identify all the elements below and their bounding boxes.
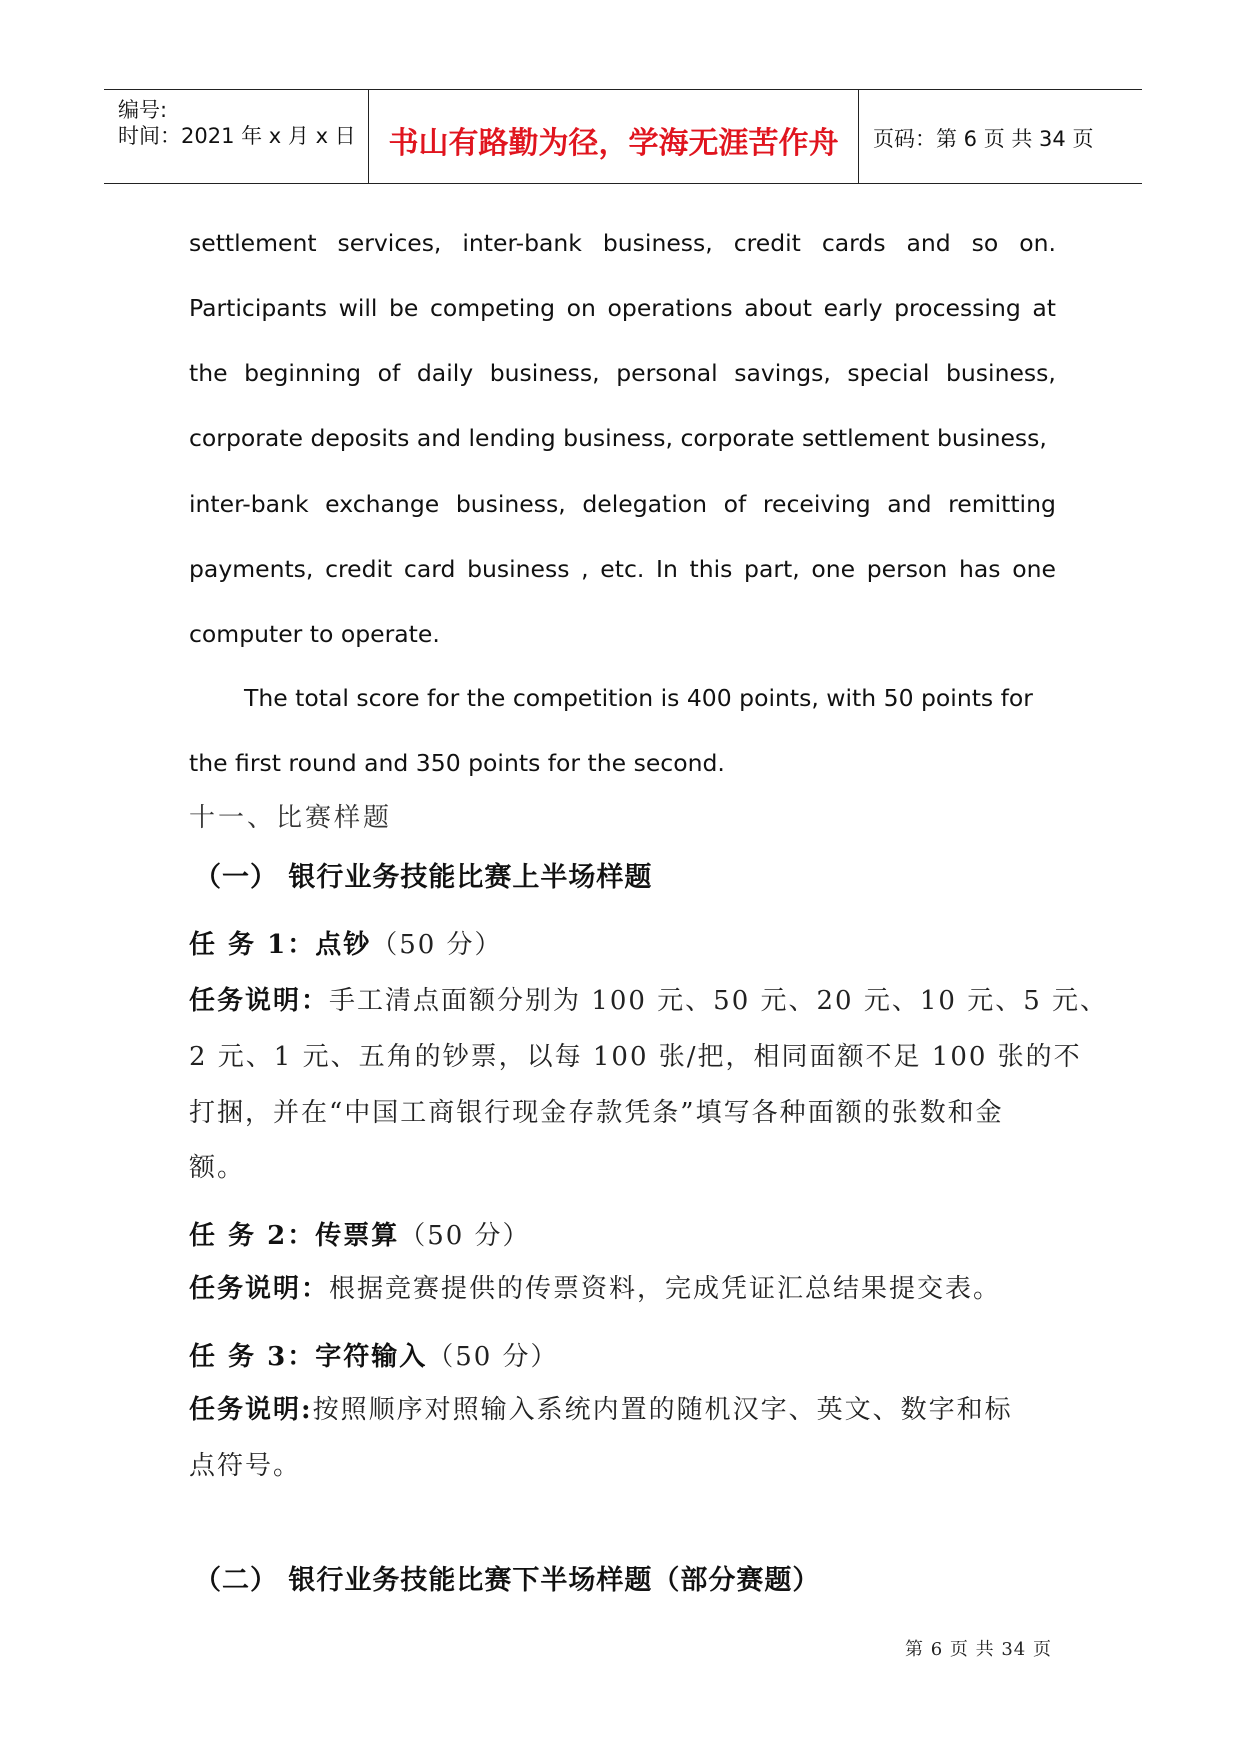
part-1-heading: （一） 银行业务技能比赛上半场样题 — [194, 862, 653, 893]
english-word: daily — [416, 359, 474, 387]
english-word: and — [906, 229, 951, 257]
english-word: business, — [489, 359, 600, 387]
english-word: on — [566, 294, 596, 322]
english-word: of — [723, 490, 747, 518]
english-word: services, — [337, 229, 442, 257]
task-1-title: 任 务 1：点钞 — [189, 930, 372, 960]
english-word: business — [467, 555, 570, 583]
english-word: exchange — [325, 490, 440, 518]
section-title: 十一、比赛样题 — [189, 803, 393, 833]
english-word: credit — [733, 229, 801, 257]
task-3-description-line-2: 点符号。 — [189, 1451, 302, 1481]
task-3-title: 任 务 3：字符输入 — [189, 1342, 428, 1372]
header-motto-cell — [368, 90, 859, 183]
english-word: card — [403, 555, 456, 583]
english-word: so — [971, 229, 999, 257]
task-1-score: （50 分） — [371, 930, 503, 960]
english-word: etc. — [600, 555, 645, 583]
english-word: beginning — [244, 359, 362, 387]
header-motto: 书山有路勤为径，学海无涯苦作舟 — [388, 126, 839, 161]
header-page-cell — [859, 90, 1142, 183]
english-word: In — [656, 555, 678, 583]
task-1-description-label: 任务说明： — [189, 986, 330, 1016]
english-word: part, — [744, 555, 800, 583]
english-word: payments, — [189, 555, 314, 583]
english-word: about — [744, 294, 812, 322]
english-word: personal — [616, 359, 718, 387]
task-1-description-line-4: 额。 — [189, 1153, 246, 1183]
english-word: delegation — [582, 490, 708, 518]
english-word: inter-bank — [462, 229, 582, 257]
english-word: savings, — [734, 359, 831, 387]
english-word: one — [1012, 555, 1056, 583]
part-2-heading: （二） 银行业务技能比赛下半场样题（部分赛题） — [194, 1565, 821, 1596]
task-2-description-line-1: 任务说明：根据竞赛提供的传票资料，完成凭证汇总结果提交表。 — [189, 1274, 1002, 1304]
english-word: has — [958, 555, 1001, 583]
english-paragraph-2-line-2: the first round and 350 points for the second. — [189, 749, 725, 777]
document-header — [104, 89, 1142, 184]
english-word: of — [377, 359, 401, 387]
english-line — [189, 228, 1056, 258]
english-word: inter-bank — [189, 490, 309, 518]
task-2-description-label: 任务说明： — [189, 1274, 330, 1304]
english-word: settlement — [189, 229, 317, 257]
english-word: business, — [945, 359, 1056, 387]
header-meta-cell — [104, 90, 368, 183]
english-word: operations — [607, 294, 733, 322]
english-line — [189, 554, 1056, 584]
english-paragraph-2-line-1: The total score for the competition is 400 points, with 50 points for — [244, 684, 1033, 712]
english-word: Participants — [189, 294, 328, 322]
english-word: the — [189, 359, 228, 387]
english-word: processing — [894, 294, 1021, 322]
english-word: be — [389, 294, 419, 322]
english-word: business, — [602, 229, 713, 257]
english-word: competing — [429, 294, 556, 322]
english-word: one — [811, 555, 856, 583]
english-word: person — [866, 555, 948, 583]
english-word: computer to operate. — [189, 620, 440, 648]
english-word: on. — [1019, 229, 1056, 257]
english-word: receiving — [762, 490, 871, 518]
english-line — [189, 489, 1056, 519]
english-line — [189, 293, 1056, 323]
english-word: at — [1032, 294, 1056, 322]
english-word: cards — [821, 229, 886, 257]
task-3-score: （50 分） — [427, 1342, 559, 1372]
document-number-label: 编号: — [118, 98, 168, 122]
footer-page-number: 第 6 页 共 34 页 — [905, 1639, 1052, 1660]
task-2-title: 任 务 2：传票算 — [189, 1221, 400, 1251]
english-word: early — [823, 294, 883, 322]
task-1-header — [189, 924, 503, 961]
task-1-description-line-3: 打捆，并在“中国工商银行现金存款凭条”填写各种面额的张数和金 — [189, 1098, 1004, 1128]
document-time-label: 时间：2021 年 x 月 x 日 — [118, 124, 356, 148]
task-3-header — [189, 1336, 559, 1373]
english-line — [189, 619, 1056, 649]
task-3-description-line-1: 任务说明:按照顺序对照输入系统内置的随机汉字、英文、数字和标 — [189, 1395, 1013, 1425]
task-1-description-line-2: 2 元、1 元、五角的钞票，以每 100 张/把，相同面额不足 100 张的不 — [189, 1042, 1082, 1072]
english-word: remitting — [948, 490, 1056, 518]
task-1-description-line-1: 任务说明：手工清点面额分别为 100 元、50 元、20 元、10 元、5 元、 — [189, 986, 1109, 1016]
task-3-description-label: 任务说明: — [189, 1395, 313, 1425]
english-word: , — [581, 555, 589, 583]
english-word: special — [847, 359, 930, 387]
header-page-number: 页码：第 6 页 共 34 页 — [873, 127, 1094, 151]
english-line — [189, 358, 1056, 388]
english-word: and — [887, 490, 932, 518]
english-word: business, — [455, 490, 566, 518]
english-line — [189, 423, 1056, 453]
english-word: credit — [325, 555, 393, 583]
english-word: this — [689, 555, 733, 583]
english-word: corporate deposits and lending business, corporate settlement business, — [189, 424, 1047, 452]
english-word: will — [338, 294, 378, 322]
task-2-score: （50 分） — [399, 1221, 531, 1251]
task-2-header — [189, 1215, 531, 1252]
